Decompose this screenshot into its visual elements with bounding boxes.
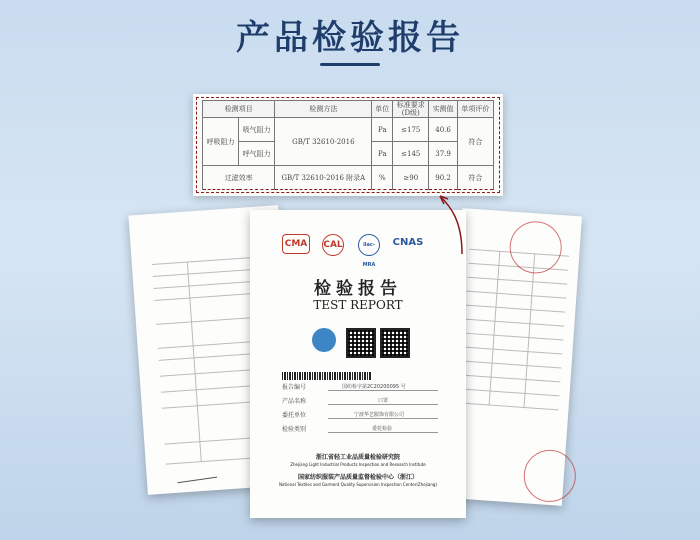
group-cell: 呼吸阻力 [203,118,239,166]
method-cell: GB/T 32610-2016 附录A [275,166,372,190]
unit-cell: Pa [372,142,393,166]
pointer-arrow [400,190,500,260]
page-title: 产品检验报告 [236,18,464,58]
summary-table [202,100,494,190]
header-verdict: 单项评价 [457,101,493,118]
header-unit: 单位 [372,101,393,118]
institute-emblem [312,328,336,352]
unit-cell: Pa [372,118,393,142]
category-label: 检验类别 [282,426,307,433]
cma-logo: CMA [282,234,310,254]
item-cell: 呼气阻力 [239,142,275,166]
signature [177,471,218,483]
qr-code [346,328,376,358]
requirement-cell: ≥90 [393,166,429,190]
red-seal [522,448,578,504]
measured-cell: 90.2 [429,166,457,190]
item-cell: 吸气阻力 [239,118,275,142]
category-value: 委托检验 [372,426,393,432]
center-name-cn: 国家纺织服装产品质量监督检验中心（浙江） [297,474,418,481]
center-name-en: National Textiles and Garment Quality Supervision Inspection Center(Zhejiang) [279,482,437,487]
header-item: 检测项目 [203,101,275,118]
product-value: 口罩 [378,398,389,404]
header-measured: 实测值 [429,101,457,118]
method-cell: GB/T 32610-2016 [275,118,372,166]
barcode [282,372,372,380]
institute-name-cn: 浙江省轻工业品质量检验研究院 [315,454,400,461]
client-value: 宁波华艺服饰有限公司 [354,412,405,418]
header-requirement: 标准要求 (D级) [393,101,429,118]
ilac-logo: ilac-MRA [358,234,380,256]
product-label: 产品名称 [282,398,307,405]
summary-table-card [193,94,503,196]
report-subtitle: TEST REPORT [313,298,403,312]
item-cell: 过滤效率 [203,166,275,190]
measured-cell: 40.6 [429,118,457,142]
title-underline [320,63,380,66]
table-row [203,118,494,142]
requirement-cell: ≤145 [393,142,429,166]
cnas-logo: CNAS [392,237,424,248]
table-row [203,166,494,190]
report-title: 检验报告 [314,279,402,299]
cal-logo: CAL [322,234,344,256]
requirement-cell: ≤175 [393,118,429,142]
client-label: 委托单位 [282,412,307,419]
verdict-cell: 符合 [457,166,493,190]
header-method: 检测方法 [275,101,372,118]
measured-cell: 37.9 [429,142,457,166]
institute-name-en: Zhejiang Light Industrial Products Inspection and Research Institute [290,462,426,467]
verdict-cell: 符合 [457,118,493,166]
report-no-label: 报告编号 [282,384,307,391]
qr-code [380,328,410,358]
report-no-value: 国纺检字第2C20200095 号 [342,384,406,390]
unit-cell: % [372,166,393,190]
